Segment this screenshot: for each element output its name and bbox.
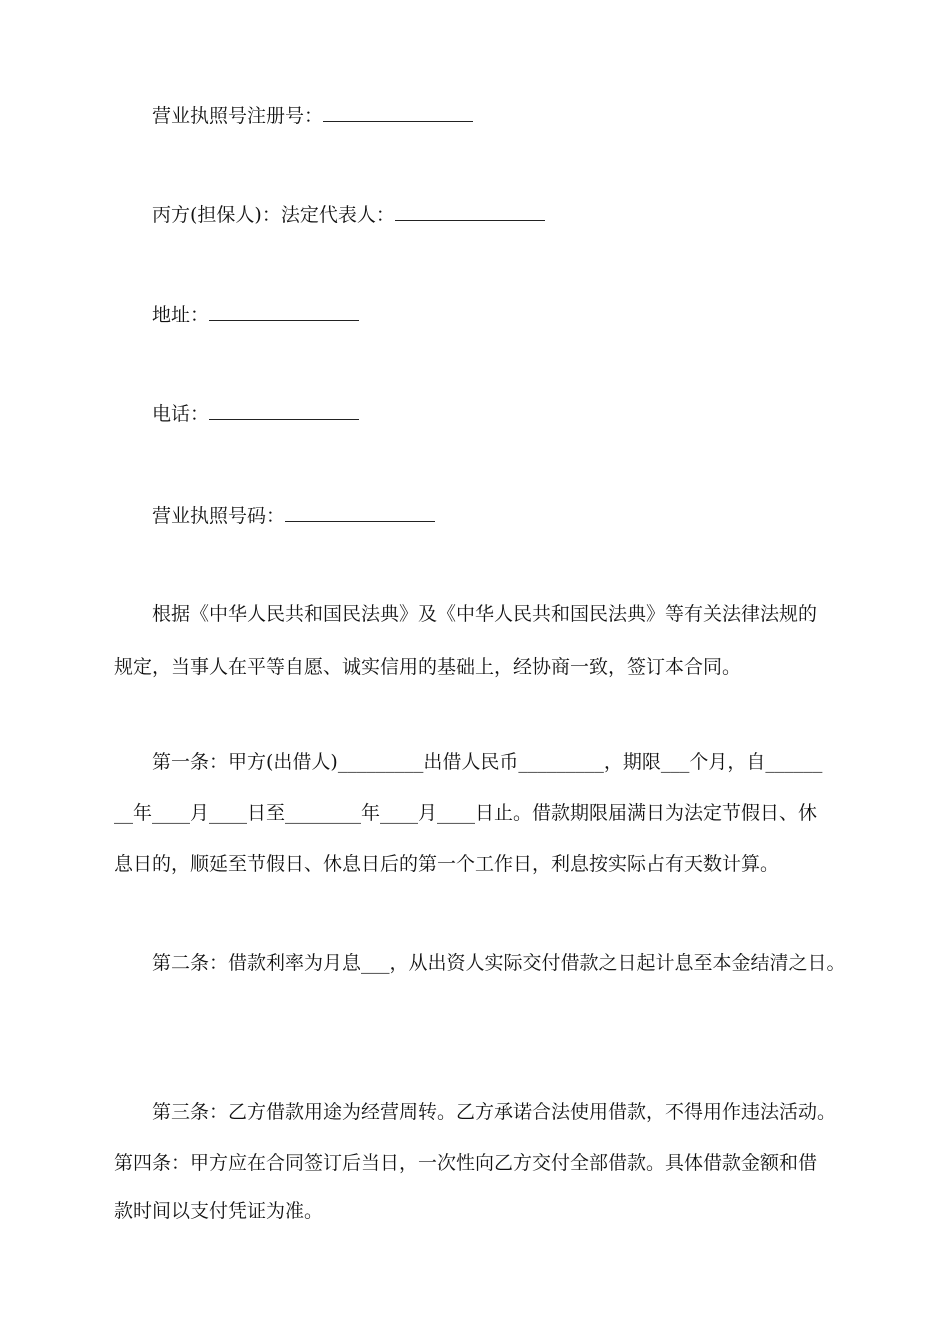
address-blank <box>209 302 359 321</box>
article-1-line-3: 息日的，顺延至节假日、休息日后的第一个工作日，利息按实际占有天数计算。 <box>114 853 780 875</box>
address-label: 地址： <box>152 304 210 326</box>
license-registration-label: 营业执照号注册号： <box>152 105 324 127</box>
guarantor-representative-label: 丙方(担保人)：法定代表人： <box>152 204 395 226</box>
phone-label: 电话： <box>152 403 210 425</box>
article-4-line-1: 第四条：甲方应在合同签订后当日，一次性向乙方交付全部借款。具体借款金额和借 <box>114 1152 818 1174</box>
guarantor-representative-field <box>152 202 545 228</box>
article-4-line-2: 款时间以支付凭证为准。 <box>114 1200 324 1222</box>
license-number-field <box>152 503 435 529</box>
phone-field <box>152 401 359 427</box>
address-field <box>152 302 359 328</box>
article-1-line-1: 第一条：甲方(出借人)_________出借人民币_________，期限___个月，自______ <box>152 751 823 773</box>
article-2-line-1: 第二条：借款利率为月息___，从出资人实际交付借款之日起计息至本金结清之日。 <box>152 952 846 974</box>
license-registration-blank <box>323 103 473 122</box>
intro-paragraph-line-2: 规定，当事人在平等自愿、诚实信用的基础上，经协商一致，签订本合同。 <box>114 656 742 678</box>
article-3-line-1: 第三条：乙方借款用途为经营周转。乙方承诺合法使用借款，不得用作违法活动。 <box>152 1101 837 1123</box>
article-1-line-2: __年____月____日至________年____月____日止。借款期限届满日为法定节假日、休 <box>114 802 818 824</box>
license-registration-field <box>152 103 473 129</box>
license-number-blank <box>285 503 435 522</box>
intro-paragraph-line-1: 根据《中华人民共和国民法典》及《中华人民共和国民法典》等有关法律法规的 <box>152 603 818 625</box>
guarantor-representative-blank <box>395 202 545 221</box>
license-number-label: 营业执照号码： <box>152 505 286 527</box>
phone-blank <box>209 401 359 420</box>
